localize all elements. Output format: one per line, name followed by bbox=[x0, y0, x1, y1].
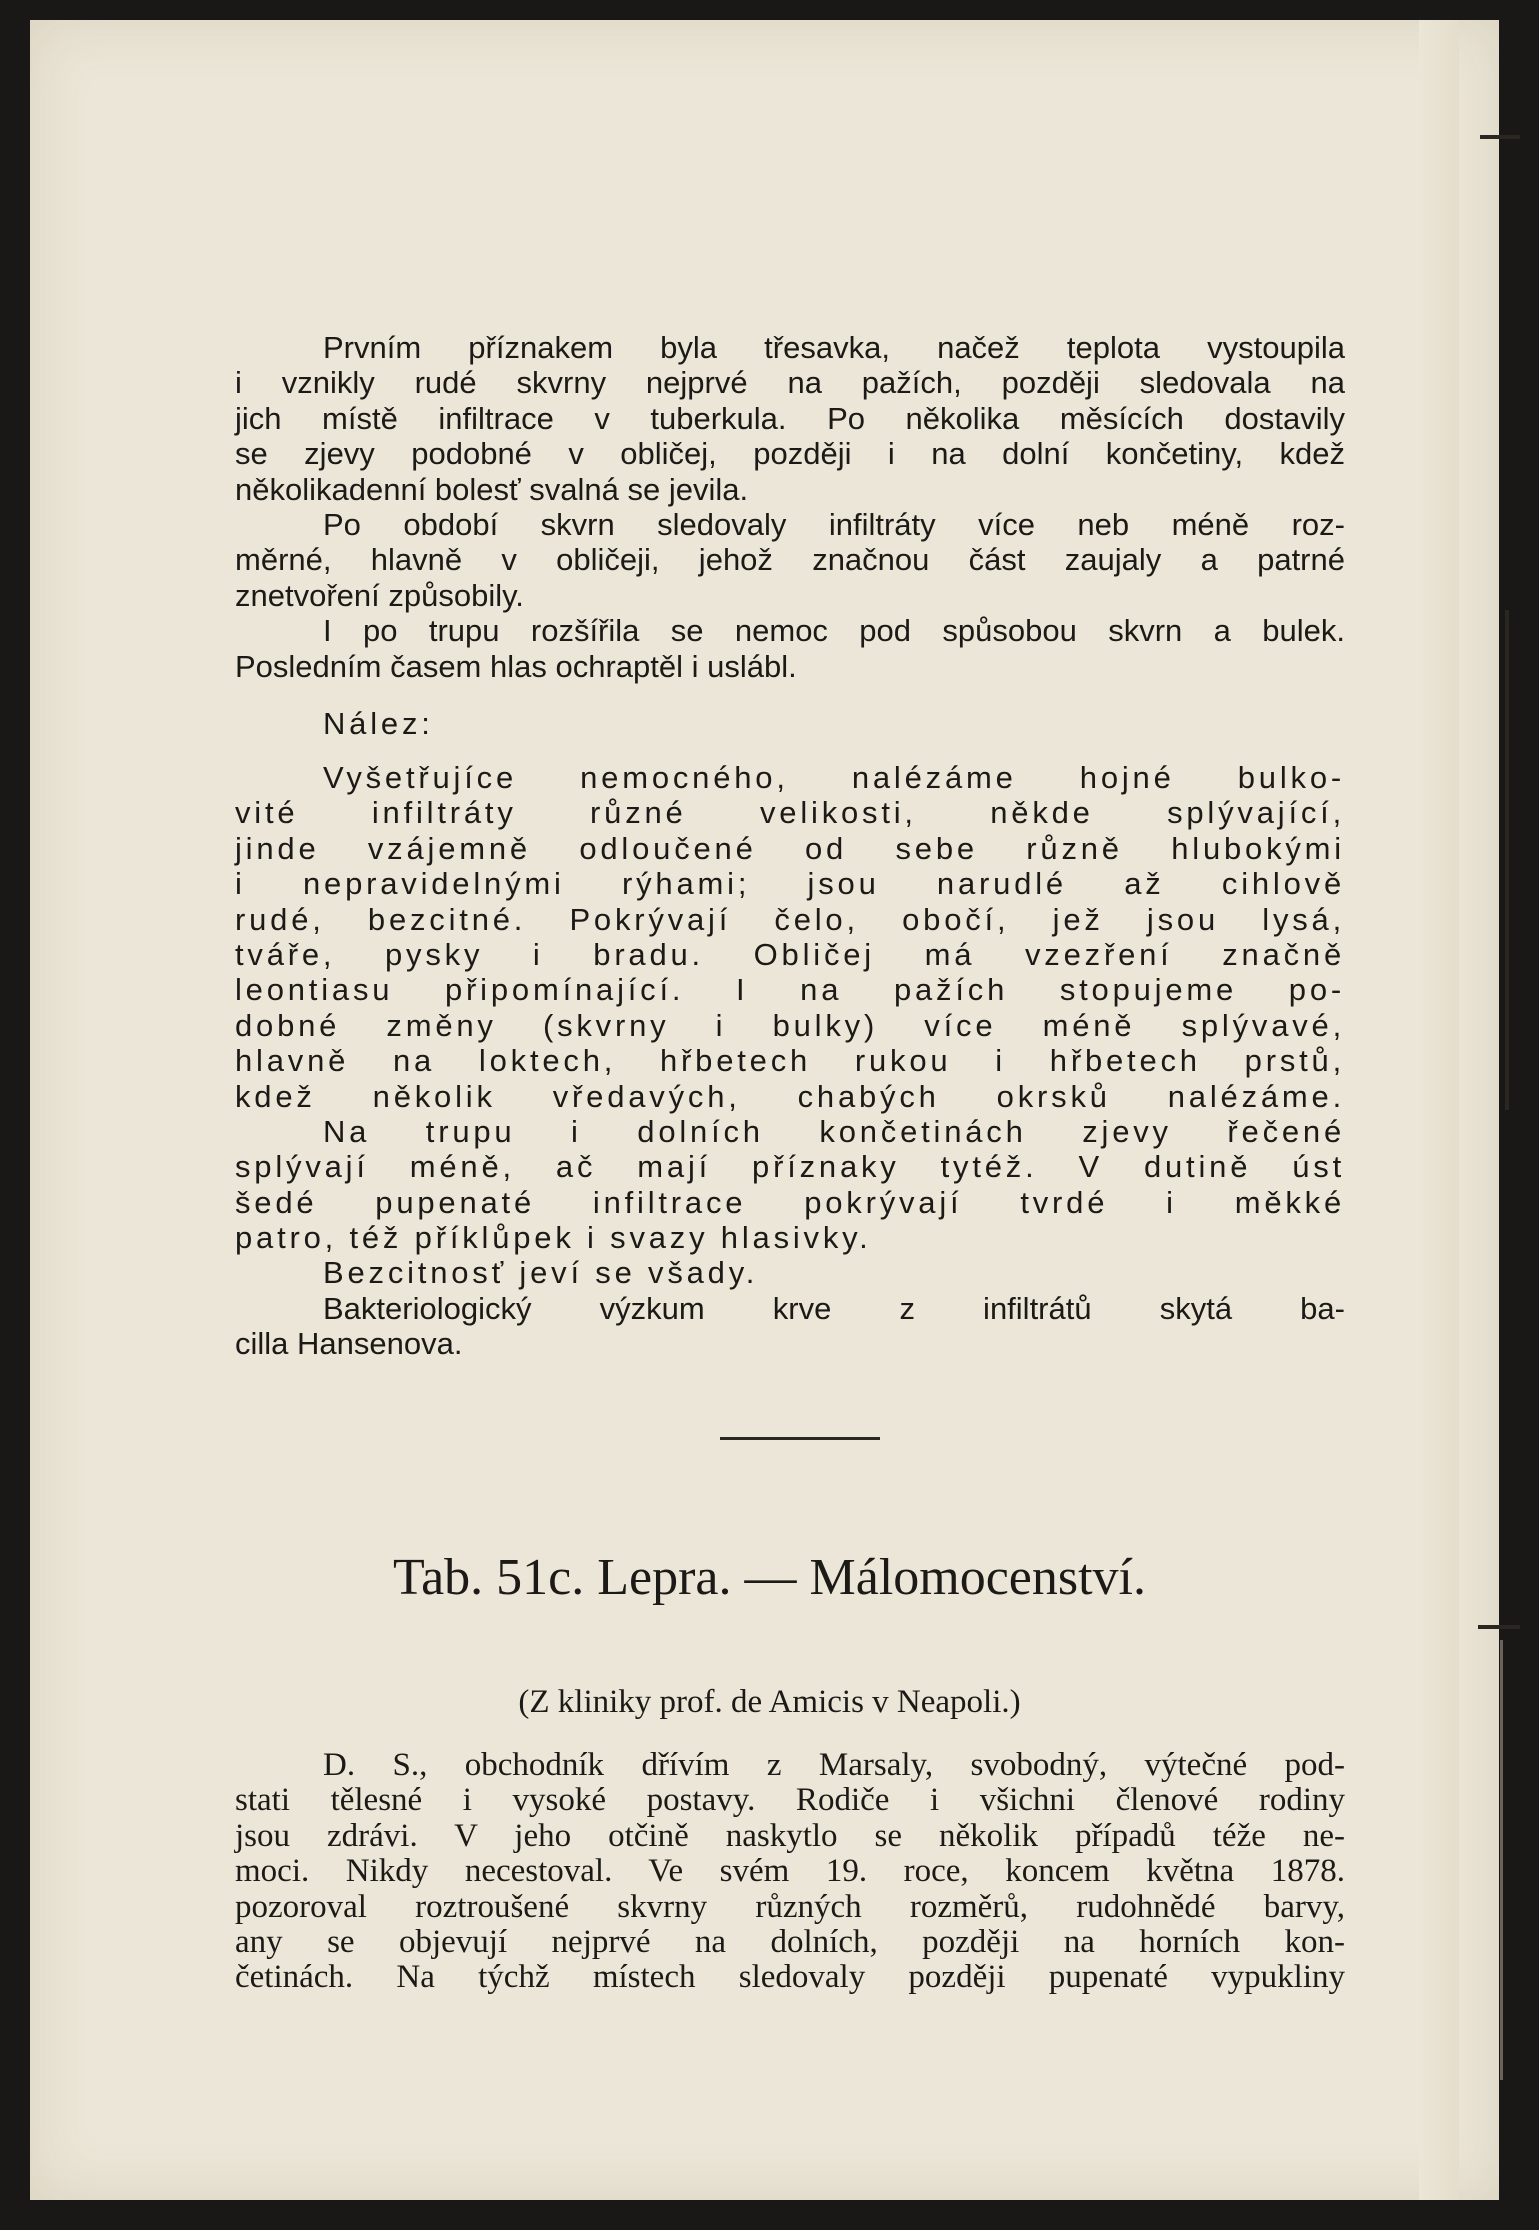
text-line: vité infiltráty různé velikosti, někde splývající, bbox=[235, 795, 1345, 831]
paragraph-case bbox=[235, 1748, 1345, 1996]
text-line: šedé pupenaté infiltrace pokrývají tvrdé i měkké bbox=[235, 1184, 1345, 1220]
text-line: Posledním časem hlas ochraptěl i uslábl. bbox=[235, 648, 797, 684]
text-line: splývají méně, ač mají příznaky tytéž. V dutině úst bbox=[235, 1149, 1345, 1185]
text-line: leontiasu připomínající. I na pažích stopujeme po- bbox=[235, 972, 1345, 1008]
paragraph-history bbox=[235, 330, 1345, 684]
text-line: četinách. Na týchž místech sledovaly později pupenaté vypukliny bbox=[235, 1959, 1345, 1996]
binding-mark bbox=[1505, 610, 1509, 1110]
text-line: kdež několik vředavých, chabých okrsků nalézáme. bbox=[235, 1078, 1345, 1114]
binding-mark bbox=[1480, 135, 1520, 139]
paragraph-findings bbox=[235, 760, 1345, 1362]
text-line: Po období skvrn sledovaly infiltráty více neb méně roz- bbox=[323, 506, 1345, 542]
section-divider bbox=[720, 1437, 880, 1440]
section-label bbox=[235, 706, 1345, 741]
text-line: i nepravidelnými rýhami; jsou narudlé až cihlově bbox=[235, 866, 1345, 902]
text-line: hlavně na loktech, hřbetech rukou i hřbetech prstů, bbox=[235, 1043, 1345, 1079]
text-line: se zjevy podobné v obličej, později i na dolní končetiny, kdež bbox=[235, 436, 1345, 472]
text-line: jinde vzájemně odloučené od sebe různě hlubokými bbox=[235, 830, 1345, 866]
text-line: měrné, hlavně v obličeji, jehož značnou část zaujaly a patrné bbox=[235, 542, 1345, 578]
text-line: Na trupu i dolních končetinách zjevy řečené bbox=[323, 1113, 1345, 1149]
binding-mark bbox=[1478, 1625, 1520, 1629]
text-line: Bakteriologický výzkum krve z infiltrátů skytá ba- bbox=[323, 1290, 1345, 1326]
text-line: any se objevují nejprvé na dolních, později na horních kon- bbox=[235, 1923, 1345, 1960]
text-line: stati tělesné i vysoké postavy. Rodiče i všichni členové rodiny bbox=[235, 1782, 1345, 1819]
nalez-label: Nález: bbox=[323, 706, 434, 741]
plate-title: Tab. 51c. Lepra. — Málomocenství. bbox=[392, 1549, 1147, 1606]
text-line: cilla Hansenova. bbox=[235, 1326, 463, 1362]
text-line: pozoroval roztroušené skvrny různých rozměrů, rudohnědé barvy, bbox=[235, 1888, 1345, 1925]
text-line: znetvoření způsobily. bbox=[235, 577, 524, 613]
text-line: rudé, bezcitné. Pokrývají čelo, obočí, jež jsou lysá, bbox=[235, 901, 1345, 937]
text-line: několikadenní bolesť svalná se jevila. bbox=[235, 471, 749, 507]
text-line: D. S., obchodník dřívím z Marsaly, svobodný, výtečné pod- bbox=[323, 1747, 1345, 1783]
text-line: dobné změny (skvrny i bulky) více méně splývavé, bbox=[235, 1007, 1345, 1043]
clinic-subtitle: (Z kliniky prof. de Amicis v Neapoli.) bbox=[518, 1684, 1021, 1720]
text-line: Prvním příznakem byla třesavka, načež teplota vystoupila bbox=[323, 330, 1345, 365]
text-line: Vyšetřujíce nemocného, nalézáme hojné bulko- bbox=[323, 760, 1345, 795]
text-line: i vznikly rudé skvrny nejprvé na pažích, později sledovala na bbox=[235, 365, 1345, 401]
text-line: tváře, pysky i bradu. Obličej má vzezření značně bbox=[235, 936, 1345, 972]
binding-mark bbox=[1500, 1640, 1503, 2080]
text-line: jich místě infiltrace v tuberkula. Po několika měsících dostavily bbox=[235, 400, 1345, 436]
text-line: patro, též příklůpek i svazy hlasivky. bbox=[235, 1220, 872, 1256]
page-edge bbox=[1419, 20, 1459, 2200]
text-line: moci. Nikdy necestoval. Ve svém 19. roce, koncem května 1878. bbox=[235, 1853, 1345, 1890]
text-line: I po trupu rozšířila se nemoc pod spůsobou skvrn a bulek. bbox=[323, 613, 1345, 649]
text-line: Bezcitnosť jeví se všady. bbox=[323, 1255, 759, 1291]
text-line: jsou zdrávi. V jeho otčině naskytlo se několik případů téže ne- bbox=[235, 1817, 1345, 1854]
